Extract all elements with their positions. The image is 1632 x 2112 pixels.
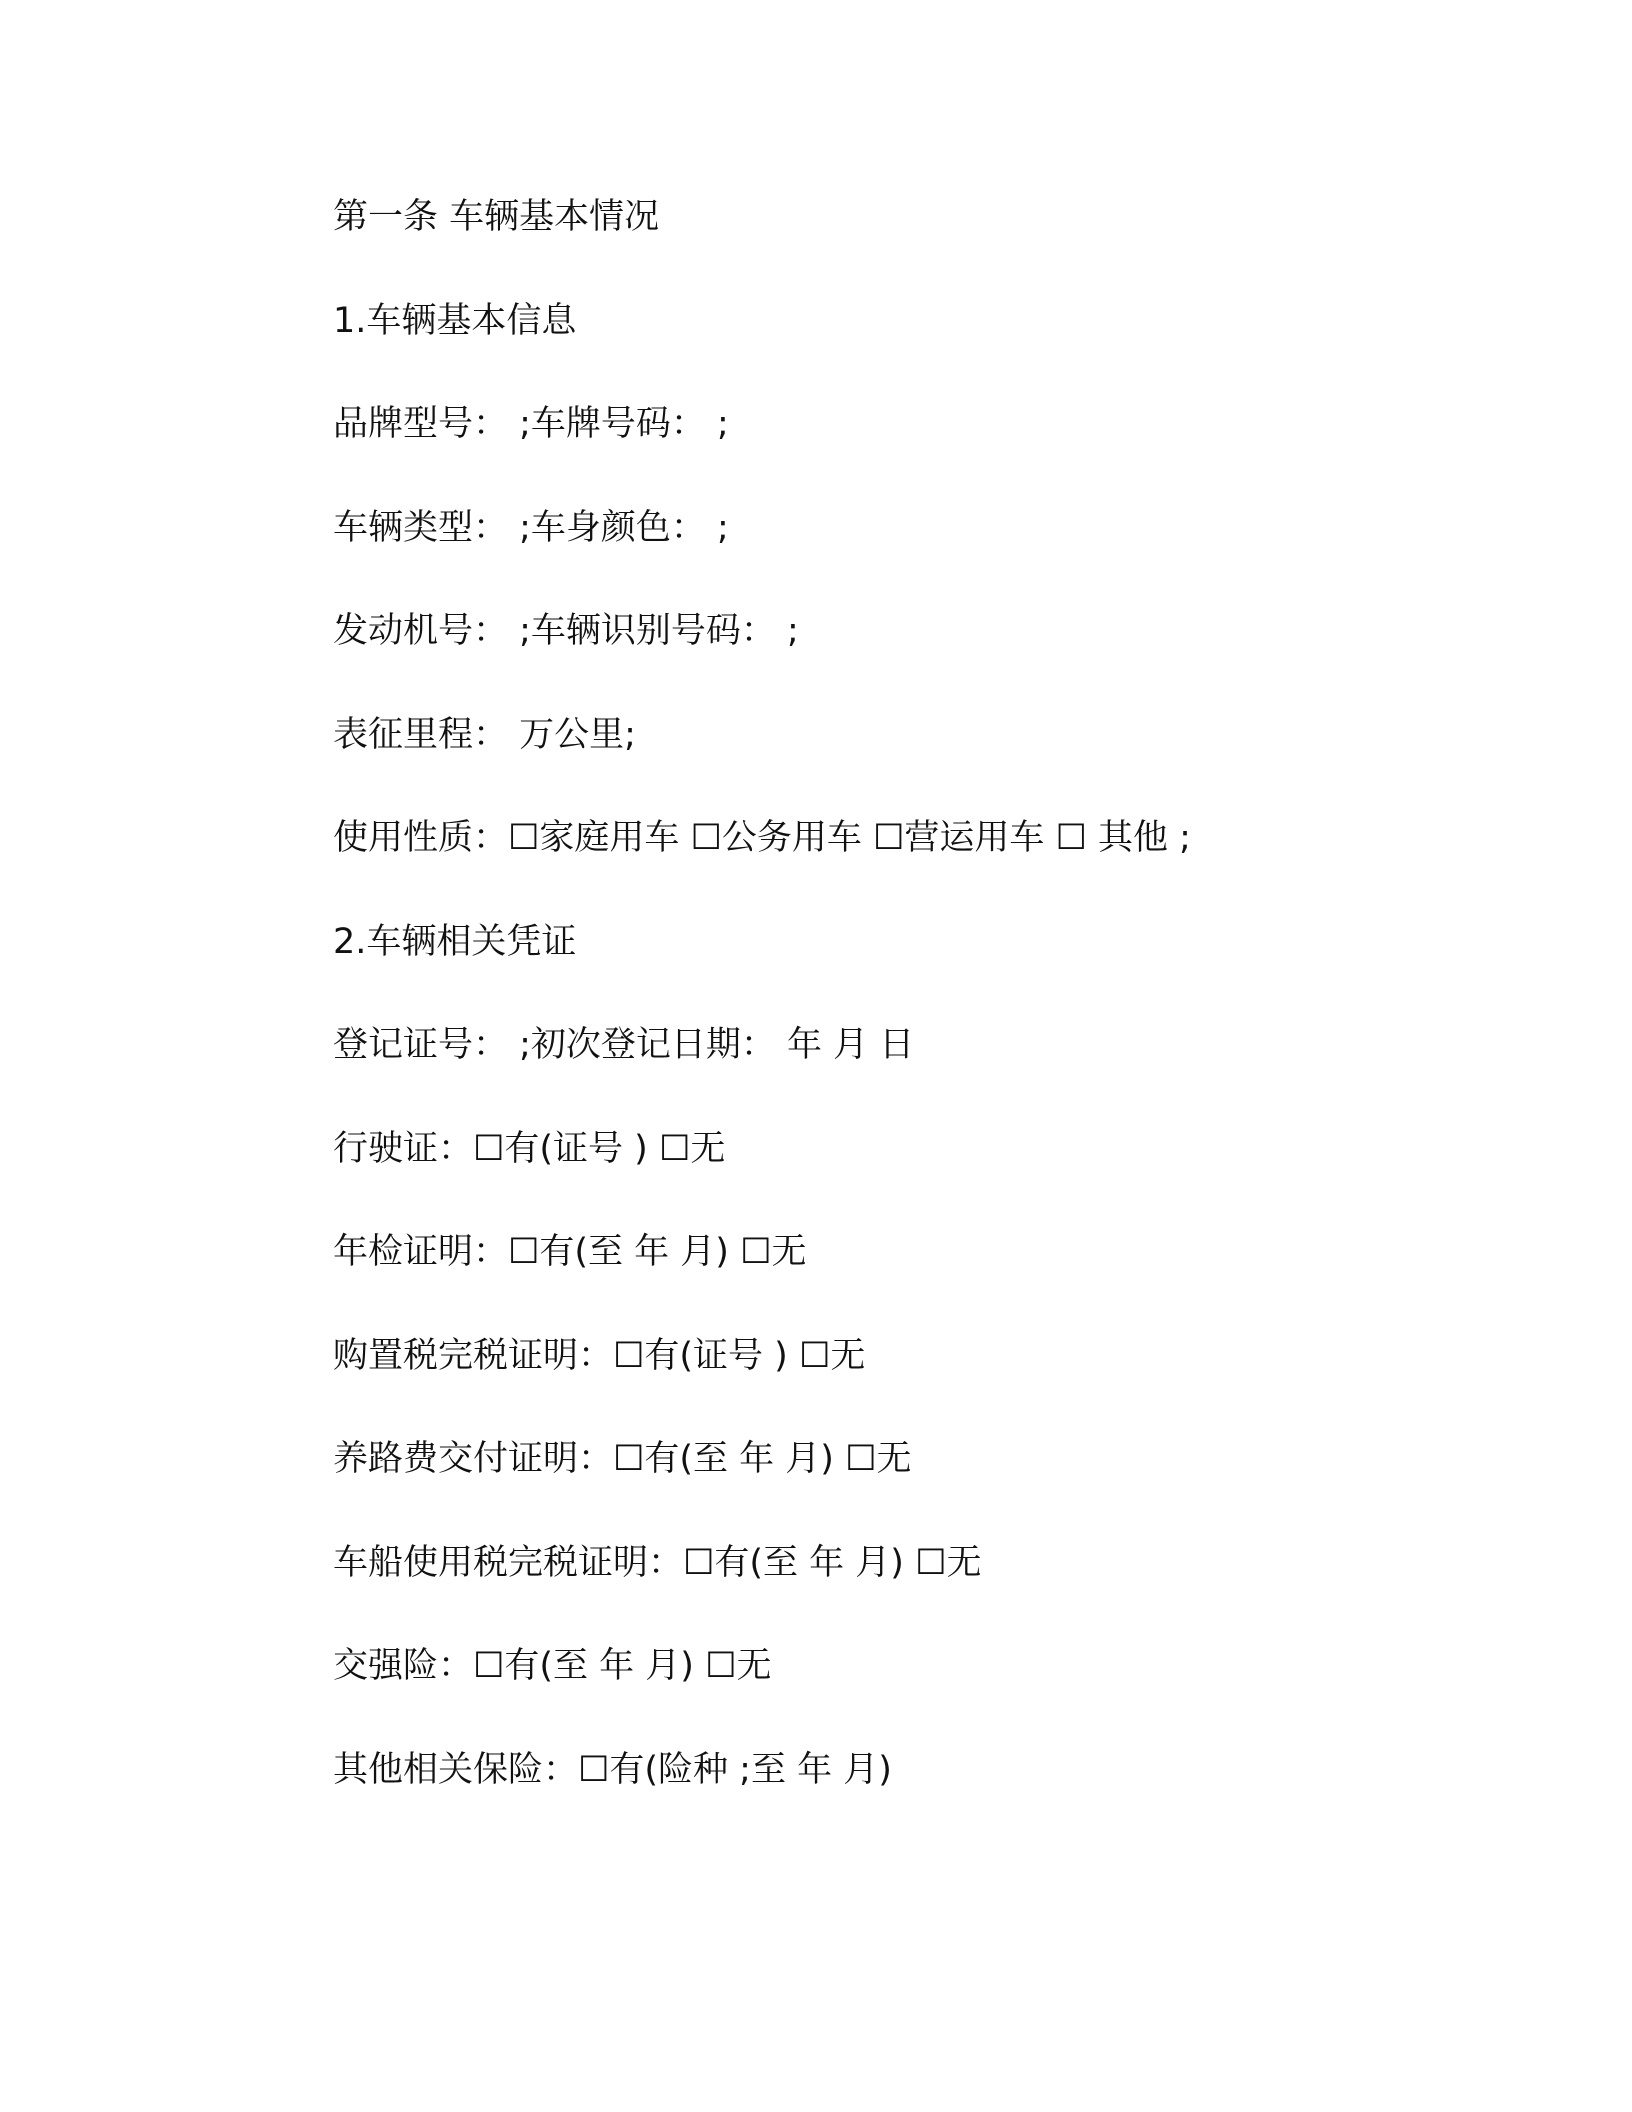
driving-license-line: 行驶证：☐有(证号 ) ☐无 xyxy=(333,1128,726,1169)
registration-line: 登记证号： ;初次登记日期： 年 月 日 xyxy=(333,1025,915,1065)
section-heading-documents: 2.车辆相关凭证 xyxy=(333,921,577,962)
document-body xyxy=(333,186,1533,1842)
usage-nature-line: 使用性质：☐家庭用车 ☐公务用车 ☐营运用车 ☐ 其他 ; xyxy=(333,818,1191,858)
brand-model-plate-line: 品牌型号： ;车牌号码： ; xyxy=(333,404,729,444)
road-fee-line: 养路费交付证明：☐有(至 年 月) ☐无 xyxy=(333,1439,912,1479)
vehicle-type-color-line: 车辆类型： ;车身颜色： ; xyxy=(333,507,729,548)
annual-inspection-line: 年检证明：☐有(至 年 月) ☐无 xyxy=(333,1232,807,1272)
purchase-tax-line: 购置税完税证明：☐有(证号 ) ☐无 xyxy=(333,1335,866,1376)
section-heading-basic-info: 1.车辆基本信息 xyxy=(333,300,577,341)
other-insurance-line: 其他相关保险：☐有(险种 ;至 年 月) xyxy=(333,1749,892,1790)
engine-vin-line: 发动机号： ;车辆识别号码： ; xyxy=(333,611,799,651)
vehicle-tax-line: 车船使用税完税证明：☐有(至 年 月) ☐无 xyxy=(333,1542,982,1583)
article-heading: 第一条 车辆基本情况 xyxy=(333,197,660,237)
compulsory-insurance-line: 交强险：☐有(至 年 月) ☐无 xyxy=(333,1646,772,1686)
mileage-line: 表征里程： 万公里; xyxy=(333,714,636,755)
